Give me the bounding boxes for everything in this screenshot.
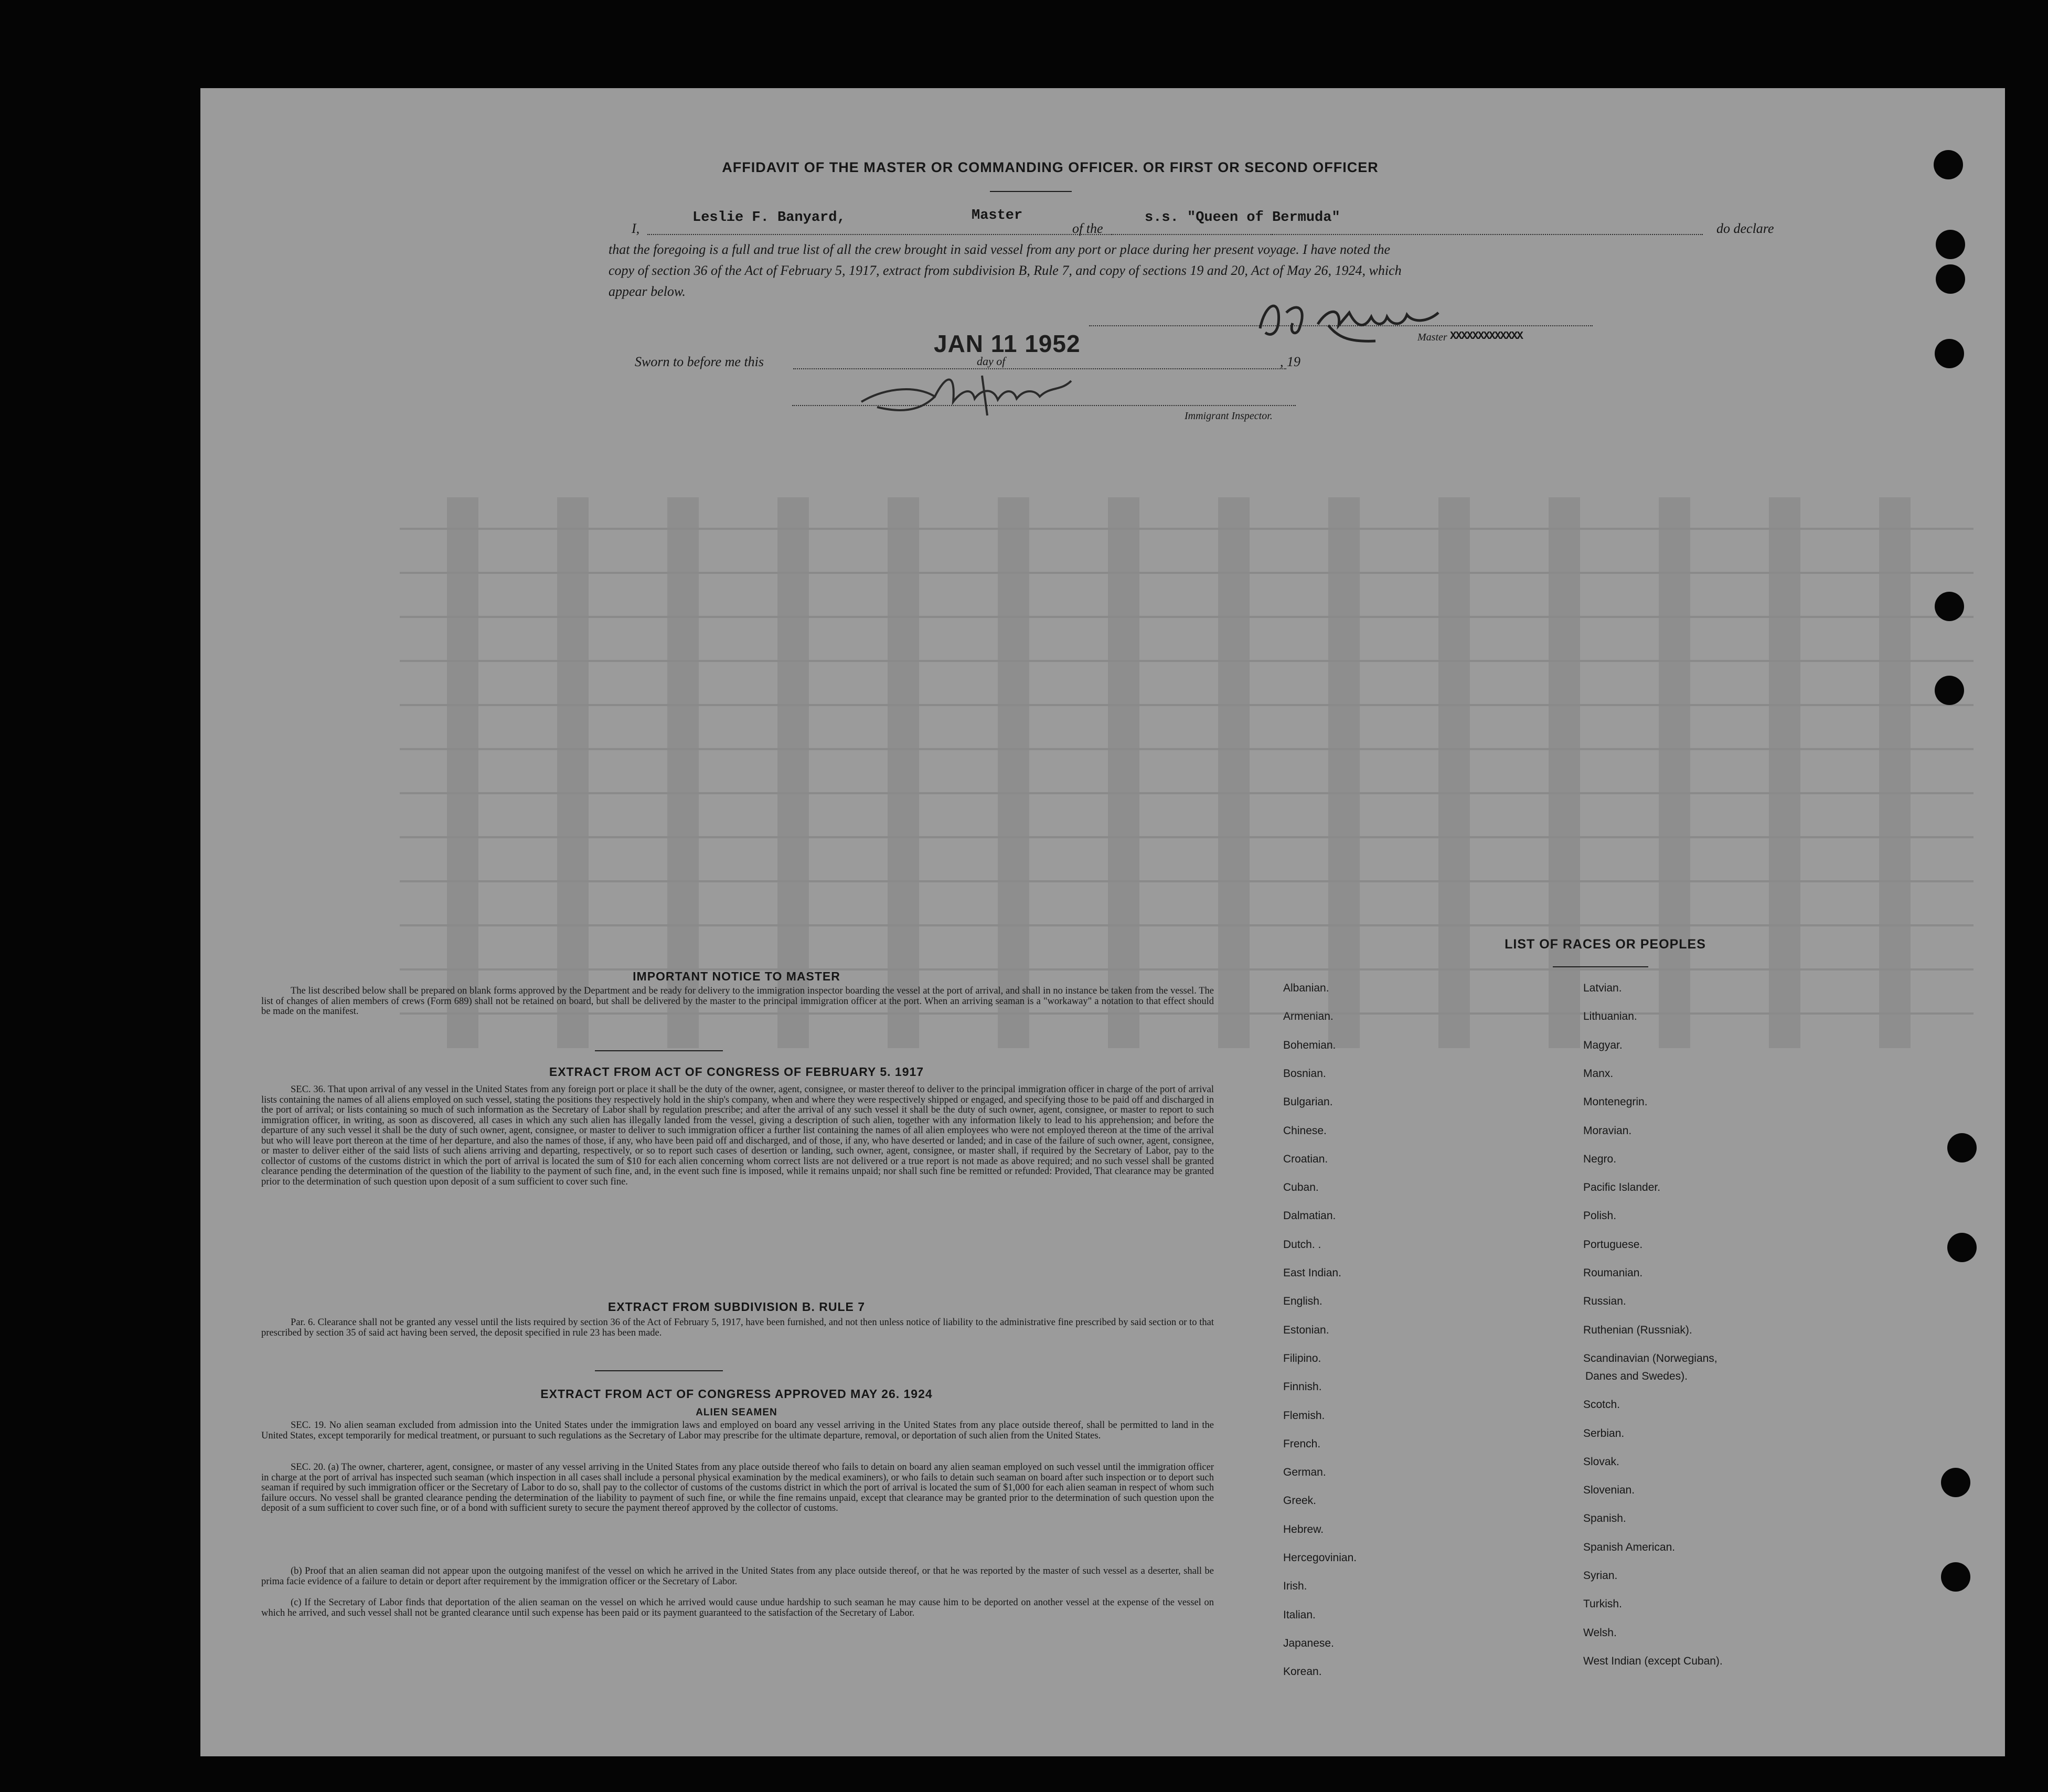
- act1924-sec20b: (b) Proof that an alien seaman did not appear upon the outgoing manifest of the vessel on which he arrived in the United States from any place outside thereof, or that he was reported by the master of such vessel as a deserter, shall be prima facie evidence of a failure to detain or deport after requirement by the immigration officer or the Secretary of Labor.: [261, 1566, 1214, 1587]
- race-item: Albanian.: [1283, 982, 1329, 994]
- bleed-through-texture: [400, 497, 1974, 1048]
- notice-divider: [595, 1050, 723, 1051]
- race-item: Irish.: [1283, 1580, 1307, 1593]
- race-item: Latvian.: [1583, 982, 1622, 994]
- affidavit-line1-prefix: I,: [632, 221, 640, 236]
- race-item: Manx.: [1583, 1067, 1614, 1080]
- race-item: Roumanian.: [1583, 1267, 1643, 1279]
- master-name: Leslie F. Banyard,: [692, 210, 846, 226]
- rule7-divider: [595, 1370, 723, 1371]
- race-item: Ruthenian (Russniak).: [1583, 1324, 1692, 1336]
- race-item: Pacific Islander.: [1583, 1181, 1661, 1194]
- act1917-title: EXTRACT FROM ACT OF CONGRESS OF FEBRUARY 5. 1917: [549, 1065, 924, 1079]
- race-item: German.: [1283, 1466, 1326, 1479]
- race-item: Armenian.: [1283, 1010, 1334, 1023]
- inspector-signature: [856, 365, 1087, 418]
- race-item: English.: [1283, 1295, 1322, 1308]
- affidavit-line3: copy of section 36 of the Act of February 5, 1917, extract from subdivision B, Rule 7, and copy of sections 19 and 20, Act of May 26, 1924, which: [609, 263, 1402, 278]
- race-item: Russian.: [1583, 1295, 1626, 1308]
- race-item: Hercegovinian.: [1283, 1552, 1357, 1564]
- race-item: Polish.: [1583, 1210, 1617, 1222]
- race-item: West Indian (except Cuban).: [1583, 1655, 1723, 1667]
- race-item: Serbian.: [1583, 1427, 1625, 1439]
- act1924-sec19: SEC. 19. No alien seaman excluded from admission into the United States under the immigration laws and employed on board any vessel arriving in the United States from any place outside thereof, shall be permitted to land in the United States, except temporarily for medical treatment, or pursuant to such regulations as the Secretary of Labor may prescribe for the ultimate departure, removal, or deportation of such alien from the United States.: [261, 1420, 1214, 1441]
- document-page: [200, 88, 2005, 1756]
- race-item: Cuban.: [1283, 1181, 1319, 1194]
- punch-hole: [1935, 676, 1964, 705]
- race-item: Japanese.: [1283, 1637, 1334, 1649]
- race-item: Welsh.: [1583, 1626, 1617, 1639]
- notice-title: IMPORTANT NOTICE TO MASTER: [633, 969, 840, 983]
- races-divider: [1553, 966, 1648, 967]
- of-the-label: of the: [1072, 221, 1103, 236]
- inspector-signature-line: [792, 405, 1296, 406]
- race-item: Bohemian.: [1283, 1039, 1336, 1051]
- race-item: Flemish.: [1283, 1409, 1325, 1422]
- race-item: Greek.: [1283, 1495, 1317, 1507]
- race-item: Scandinavian (Norwegians,: [1583, 1352, 1718, 1364]
- punch-hole: [1947, 1133, 1977, 1162]
- vessel-name: s.s. "Queen of Bermuda": [1145, 210, 1340, 226]
- race-item: Dutch. .: [1283, 1238, 1321, 1251]
- race-item: Chinese.: [1283, 1124, 1327, 1137]
- title-divider: [990, 191, 1072, 192]
- vessel-blank: [1111, 234, 1703, 235]
- race-item: Estonian.: [1283, 1324, 1329, 1336]
- race-item: Korean.: [1283, 1666, 1322, 1678]
- master-label: Master: [1417, 332, 1447, 343]
- notice-text: The list described below shall be prepared on blank forms approved by the Department and be ready for delivery to the immigration inspector boarding the vessel at the port of arrival, and shall in no instance be taken from the vessel. The list of changes of alien members of crews (Form 689) shall not be retained on board, but shall be delivered by the master to the principal immigration officer at the port. When an arriving seaman is a "workaway" a notation to that effect should be made on the manifest.: [261, 986, 1214, 1017]
- master-rank: Master: [972, 208, 1023, 223]
- race-item: Dalmatian.: [1283, 1210, 1336, 1222]
- act1924-sec20c: (c) If the Secretary of Labor finds that deportation of the alien seaman on the vessel on which he arrived would cause undue hardship to such seaman he may cause him to be deported on another vessel at the expense of the vessel on which he arrived, and such vessel shall not be granted clearance until such expense has been paid or its payment guaranteed to the satisfaction of the Secretary of Labor.: [261, 1597, 1214, 1618]
- date-stamp: JAN 11 1952: [934, 330, 1081, 357]
- do-declare-label: do declare: [1716, 221, 1774, 236]
- race-item: Montenegrin.: [1583, 1096, 1648, 1108]
- act1924-sec20a: SEC. 20. (a) The owner, charterer, agent, consignee, or master of any vessel arriving in the United States from any place outside thereof who fails to detain on board any alien seaman employed on such vessel until the immigration officer in charge at the port of arrival has inspected such seaman (which inspection in all cases shall include a personal physical examination by the medical examiners), or who fails to detain such seaman on board after such inspection or to deport such seaman if required by such immigration officer or the Secretary of Labor to do so, shall pay to the collector of customs of the customs district in which the port of arrival is located the sum of $1,000 for each alien seaman in respect of whom such failure occurs. No vessel shall be granted clearance pending the determination of the liability to payment of such fine, or while the fine remains unpaid, except that clearance may be granted prior to the determination of such question upon the deposit of a sum sufficient to cover such fine, or of a bond with sufficient surety to secure the payment thereof approved by the collector of customs.: [261, 1462, 1214, 1513]
- race-item: French.: [1283, 1437, 1321, 1450]
- race-item: Lithuanian.: [1583, 1010, 1637, 1023]
- punch-hole: [1941, 1562, 1970, 1592]
- affidavit-line2: that the foregoing is a full and true list of all the crew brought in said vessel from any port or place during her present voyage. I have noted the: [609, 242, 1390, 257]
- race-item: Slovenian.: [1583, 1484, 1635, 1497]
- affidavit-line4: appear below.: [609, 284, 686, 299]
- punch-hole: [1934, 150, 1963, 179]
- race-item: Slovak.: [1583, 1455, 1619, 1468]
- punch-hole: [1935, 592, 1964, 621]
- race-item: Magyar.: [1583, 1039, 1623, 1051]
- act1924-subtitle: ALIEN SEAMEN: [696, 1407, 777, 1418]
- race-item: Negro.: [1583, 1153, 1617, 1165]
- punch-hole: [1936, 264, 1965, 294]
- race-item: East Indian.: [1283, 1267, 1341, 1279]
- race-item: Finnish.: [1283, 1381, 1322, 1393]
- race-item: Portuguese.: [1583, 1238, 1643, 1251]
- act1917-text: SEC. 36. That upon arrival of any vessel in the United States from any foreign port or place it shall be the duty of the owner, agent, consignee, or master thereof to deliver to the principal immigration officer in charge of the port of arrival lists containing the names of all aliens employed on such vessel, stating the positions they respectively hold in the ship's company, when and where they were respectively shipped or engaged, and specifying those to be paid off and discharged in the port of arrival; or lists containing so much of such information as the Secretary of Labor shall by regulation prescribe; and after the arrival of any such vessel it shall be the duty of such owner, agent, consignee, or master to report to such immigration officer, in writing, as soon as discovered, all cases in which any such alien has illegally landed from the vessel, giving a description of such alien, together with any information likely to lead to his apprehension; and before the departure of any such vessel it shall be the duty of such owner, agent, consignee, or master to deliver to such immigration officer a further list containing the names of all alien employees who were not employed thereon at the time of the arrival but who will leave port thereon at the time of her departure, and also the names of those, if any, who have been paid off and discharged, and of those, if any, who have deserted or landed; and in case of the failure of such owner, agent, consignee, or master to deliver either of the said lists of such aliens arriving and departing, respectively, or so to report such cases of desertion or landing, such owner, agent, consignee, or master shall, if required by the Secretary of Labor, pay to the collector of customs of the customs district in which the port of arrival is located the sum of $10 for each alien concerning whom correct lists are not delivered or a true report is not made as above required; and no such vessel shall be granted clearance pending the determination of the question of the liability to the payment of such fine, and, in the event such fine is imposed, while it remains unpaid; nor shall such fine be remitted or refunded: Provided, That clearance may be granted prior to the determination of such question upon deposit of a sum sufficient to cover such fine.: [261, 1084, 1214, 1187]
- punch-hole: [1935, 339, 1964, 368]
- rule7-title: EXTRACT FROM SUBDIVISION B. RULE 7: [607, 1300, 866, 1314]
- race-item: Filipino.: [1283, 1352, 1321, 1364]
- act1924-title: EXTRACT FROM ACT OF CONGRESS APPROVED MAY 26. 1924: [540, 1387, 933, 1401]
- race-item: Bosnian.: [1283, 1067, 1326, 1080]
- punch-hole: [1947, 1233, 1977, 1262]
- race-item-scandinavian-cont: Danes and Swedes).: [1585, 1370, 1688, 1382]
- race-item: Spanish American.: [1583, 1541, 1676, 1553]
- master-struck-text: XXXXXXXXXXXXX: [1450, 330, 1522, 343]
- race-item: Hebrew.: [1283, 1523, 1324, 1535]
- punch-hole: [1941, 1468, 1970, 1497]
- affidavit-title: AFFIDAVIT OF THE MASTER OR COMMANDING OFFICER. OR FIRST OR SECOND OFFICER: [722, 159, 1379, 175]
- race-item: Spanish.: [1583, 1512, 1626, 1525]
- races-title: LIST OF RACES OR PEOPLES: [1505, 937, 1706, 952]
- day-of-label: day of: [977, 355, 1006, 368]
- race-item: Turkish.: [1583, 1598, 1622, 1610]
- year-label: , 19: [1280, 354, 1300, 369]
- rule7-text: Par. 6. Clearance shall not be granted any vessel until the lists required by section 36 of the Act of February 5, 1917, have been furnished, and not then unless notice of liability to the administrative fine prescribed by said section or to that prescribed by section 35 of said act having been served, the deposit specified in rule 23 has been made.: [261, 1317, 1214, 1338]
- race-item: Bulgarian.: [1283, 1096, 1333, 1108]
- inspector-label: Immigrant Inspector.: [1185, 410, 1273, 422]
- sworn-label: Sworn to before me this: [635, 354, 764, 369]
- race-item: Croatian.: [1283, 1153, 1328, 1165]
- punch-hole: [1936, 230, 1965, 259]
- race-item: Syrian.: [1583, 1570, 1618, 1582]
- race-item: Moravian.: [1583, 1124, 1632, 1137]
- race-item: Scotch.: [1583, 1399, 1620, 1411]
- race-item: Italian.: [1283, 1608, 1316, 1621]
